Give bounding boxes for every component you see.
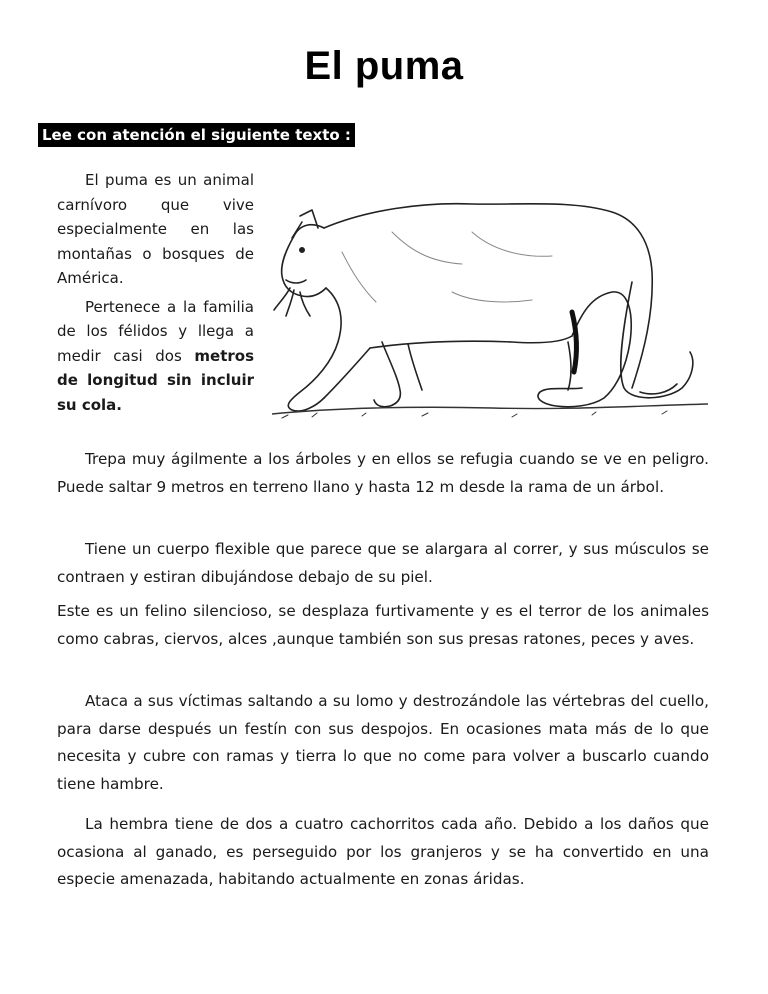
puma-illustration [272, 192, 708, 424]
intro-text [57, 168, 254, 421]
page-title: El puma [304, 44, 464, 88]
paragraph-5: La hembra tiene de dos a cuatro cachorritos cada año. Debido a los daños que ocasiona al ganado, es perseguido por los granjeros y se ha convertido en una especie amenazada, habitando actualmente en zonas áridas. [57, 815, 709, 888]
paragraph-4: Ataca a sus víctimas saltando a su lomo y destrozándole las vértebras del cuello, para darse después un festín con sus despojos. En ocasiones mata más de lo que necesita y cubre con ramas y tierra lo que no come para volver a buscarlo cuando tiene hambre. [57, 692, 709, 793]
paragraph-3: Este es un felino silencioso, se desplaza furtivamente y es el terror de los animales como cabras, ciervos, alces ,aunque también son sus presas ratones, peces y aves. [57, 602, 709, 648]
intro-paragraph-2-bold: metros de longitud sin incluir su cola. [57, 346, 254, 414]
intro-paragraph-2-text: Pertenece a la familia de los félidos y llega a medir casi dos [57, 297, 254, 365]
instruction-banner: Lee con atención el siguiente texto : [38, 123, 355, 147]
paragraph-1: Trepa muy ágilmente a los árboles y en ellos se refugia cuando se ve en peligro. Puede saltar 9 metros en terreno llano y hasta 12 m desde la rama de un árbol. [57, 450, 709, 496]
intro-paragraph-2 [57, 295, 254, 418]
paragraph-2: Tiene un cuerpo flexible que parece que se alargara al correr, y sus músculos se contraen y estiran dibujándose debajo de su piel. [57, 540, 709, 586]
intro-paragraph-1: El puma es un animal carnívoro que vive especialmente en las montañas o bosques de América. [57, 171, 254, 287]
